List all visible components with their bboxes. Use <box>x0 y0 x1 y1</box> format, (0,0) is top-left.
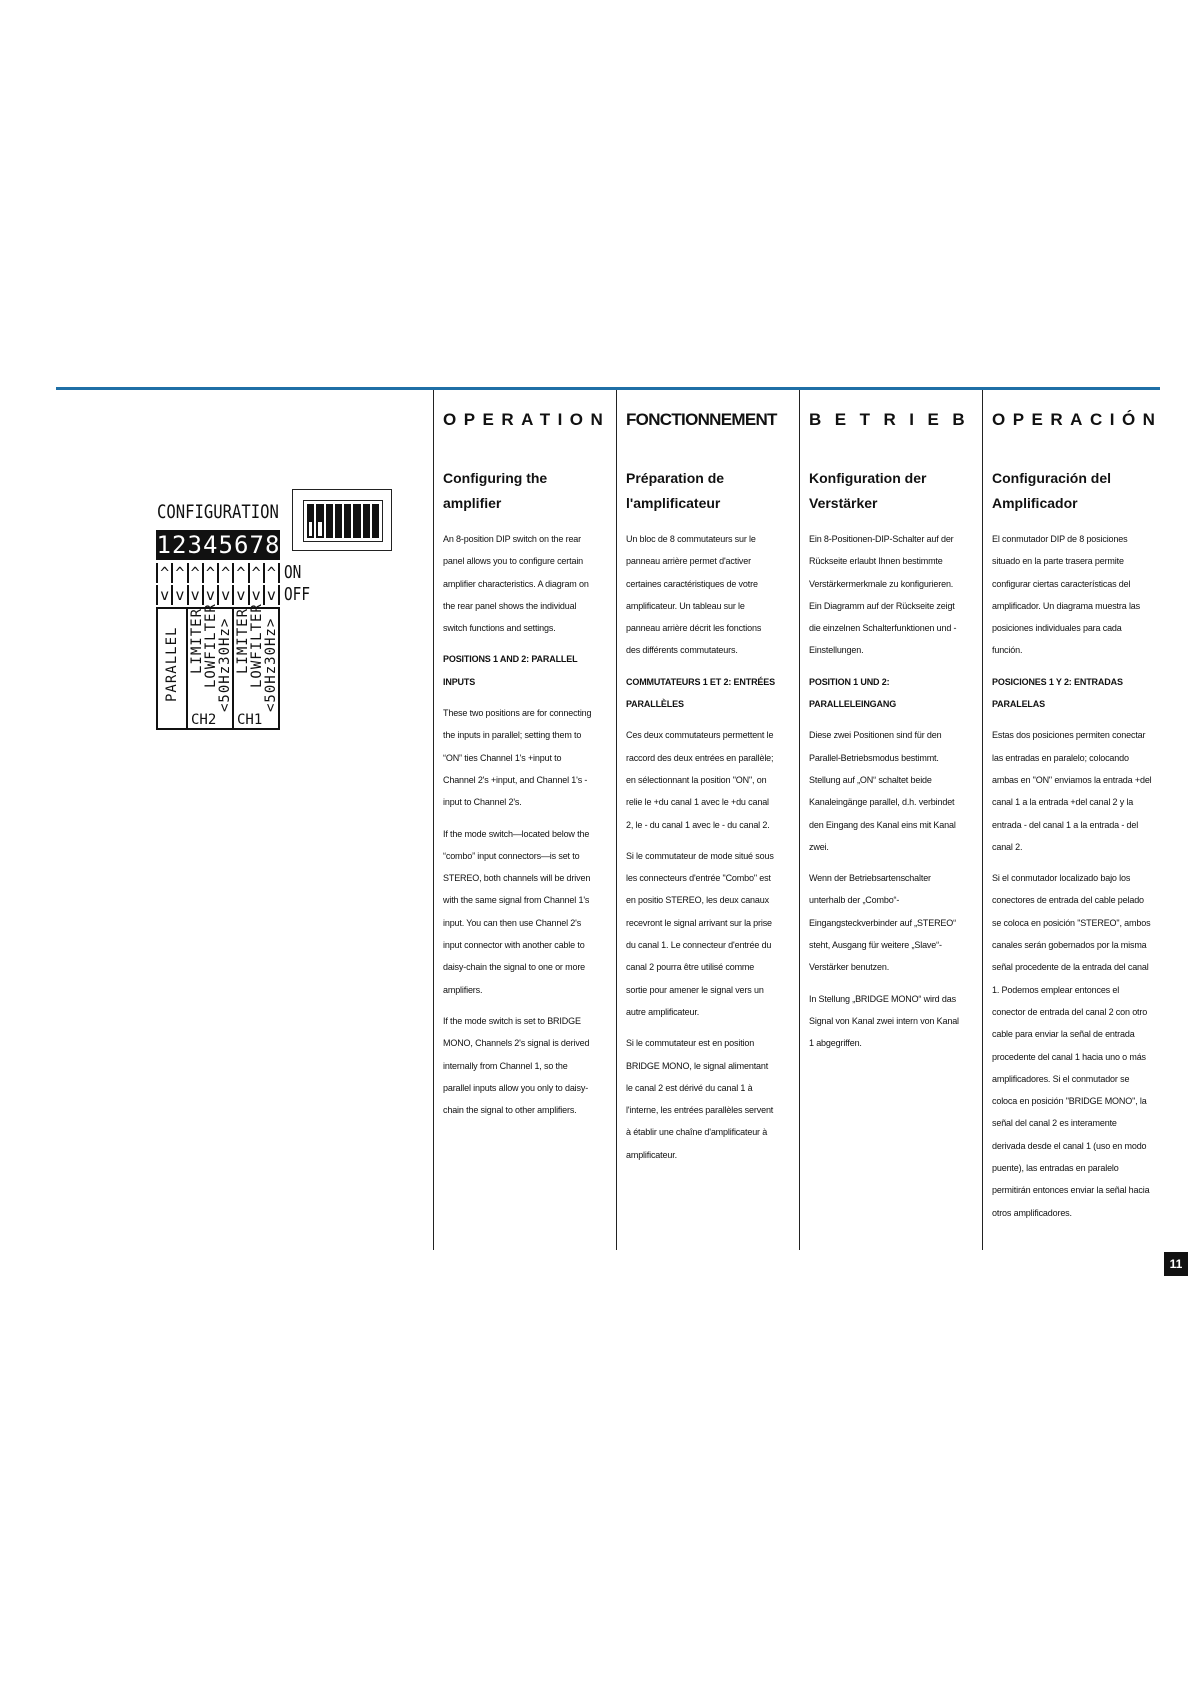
switch-number: 8 <box>265 531 280 559</box>
up-arrow-icon: ^ <box>217 563 232 583</box>
up-arrow-icon: ^ <box>232 563 247 583</box>
paragraph-heading: POSICIONES 1 Y 2: ENTRADAS PARALELAS <box>992 676 1123 710</box>
down-arrow-icon: v <box>156 585 171 605</box>
paragraph-heading: COMMUTATEURS 1 ET 2: ENTRÉES PARALLÈLES <box>626 676 775 710</box>
down-arrow-icon: v <box>232 585 247 605</box>
down-arrow-icon: v <box>171 585 186 605</box>
paragraph: El conmutador DIP de 8 posiciones situado en la parte trasera permite configurar ciertas características del amplificador. Un diagrama muestra las posiciones individuales para cada función. <box>992 534 1141 656</box>
dip-switch-8 <box>372 504 379 538</box>
switch-number: 2 <box>172 531 187 559</box>
column-heading: OPERATION <box>443 410 611 429</box>
on-label: ON <box>284 562 302 583</box>
paragraph: Si le commutateur est en position BRIDGE MONO, le signal alimentant le canal 2 est dérivé du canal 1 à l'interne, les entrées parallèles servent à établir une chaîne d'amplificateur à amplificateur. <box>626 1038 774 1160</box>
config-diagram-title: CONFIGURATION <box>157 501 279 523</box>
down-arrow-icon: v <box>217 585 232 605</box>
paragraph: These two positions are for connecting the inputs in parallel; setting them to “ON” ties Channel 1's +input to Channel 2's +input, and Channel 1's - input to Channel 2's. <box>443 708 592 808</box>
up-arrow-icon: ^ <box>248 563 263 583</box>
dip-switch-2 <box>316 504 323 538</box>
on-arrow-row <box>156 563 280 583</box>
ch2-label: CH2 <box>191 712 217 728</box>
down-arrow-icon: v <box>187 585 202 605</box>
off-arrow-row <box>156 585 280 605</box>
up-arrow-icon: ^ <box>156 563 171 583</box>
paragraph: Wenn der Betriebsartenschalter unterhalb der „Combo“-Eingangsteckverbinder auf „STEREO“ steht, Ausgang für weitere „Slave“-Verstärker benutzen. <box>809 873 956 973</box>
up-arrow-icon: ^ <box>202 563 217 583</box>
column-subheading: Préparation de l'amplificateur <box>626 470 725 511</box>
column-subheading: Configuring the amplifier <box>443 470 548 511</box>
column-heading: FONCTIONNEMENT <box>626 410 777 429</box>
paragraph: Si el conmutador localizado bajo los conectores de entrada del cable pelado se coloca en posición "STEREO", ambos canales serán gobernados por la misma señal procedente de la entrada del canal 1. Podemos emplear entonces el conector de entrada del canal 2 con otro cable para enviar la señal de entrada procedente del canal 1 hacia uno o más amplificadores. Si el conmutador se coloca en posición "BRIDGE MONO", la señal del canal 2 es interamente derivada desde el canal 1 (uso en modo puente), las entradas en paralelo permitirán entonces enviar la señal hacia otros amplificadores. <box>992 873 1151 1218</box>
ch1-hz-label: <50Hz30Hz> <box>263 617 279 712</box>
paragraph: If the mode switch is set to BRIDGE MONO, Channels 2's signal is derived internally from Channel 1, so the parallel inputs allow you only to daisy-chain the signal to other amplifiers. <box>443 1015 590 1116</box>
parallel-label: PARALLEL <box>164 626 180 702</box>
paragraph: Si le commutateur de mode situé sous les connecteurs d'entrée "Combo" est en positio STEREO, les deux canaux recevront le signal arrivant sur la prise du canal 1. Le connecteur d'entrée du canal 2 pourra être utilisé comme sortie pour amener le signal vers un autre amplificateur. <box>626 850 774 1017</box>
ch1-limiter-label: LIMITER <box>235 607 251 674</box>
column-german <box>799 390 979 1250</box>
off-label: OFF <box>284 584 311 605</box>
up-arrow-icon: ^ <box>171 563 186 583</box>
paragraph: Diese zwei Positionen sind für den Parallel-Betriebsmodus bestimmt. Stellung auf „ON“ schaltet beide Kanaleingänge parallel, d.h. verbindet den Eingang des Kanal eins mit Kanal zwei. <box>809 730 956 852</box>
down-arrow-icon: v <box>202 585 217 605</box>
paragraph: Estas dos posiciones permiten conectar las entradas en paralelo; colocando ambas en "ON" enviamos la entrada +del canal 1 a la entrada +del canal 2 y la entrada - del canal 1 a la entrada - del canal 2. <box>992 730 1152 852</box>
ch2-hz-label: <50Hz30Hz> <box>217 617 233 712</box>
page-number-badge: 11 <box>1164 1252 1188 1276</box>
ch1-label: CH1 <box>237 712 263 728</box>
ch1-lowfilter-label: LOWFILTER <box>249 603 265 688</box>
column-french <box>616 390 784 1250</box>
dip-switch-7 <box>363 504 370 538</box>
dip-switch-3 <box>326 504 333 538</box>
switch-number: 5 <box>218 531 233 559</box>
paragraph: Ein 8-Positionen-DIP-Schalter auf der Rückseite erlaubt Ihnen bestimmte Verstärkermerkmale zu konfigurieren. Ein Diagramm auf der Rückseite zeigt die einzelnen Schalterfunktionen und -Einstellungen. <box>809 534 957 656</box>
column-english <box>433 390 611 1250</box>
ch2-lowfilter-label: LOWFILTER <box>203 603 219 688</box>
up-arrow-icon: ^ <box>263 563 280 583</box>
switch-number: 6 <box>234 531 249 559</box>
switch-number-bar <box>156 530 280 560</box>
column-heading: OPERACIÓN <box>992 410 1163 429</box>
up-arrow-icon: ^ <box>187 563 202 583</box>
paragraph: An 8-position DIP switch on the rear panel allows you to configure certain amplifier characteristics. A diagram on the rear panel shows the individual switch functions and settings. <box>443 534 589 634</box>
column-spanish <box>982 390 1163 1250</box>
dip-switch-5 <box>344 504 351 538</box>
paragraph: If the mode switch—located below the “combo” input connectors—is set to STEREO, both channels will be driven with the same signal from Channel 1's input. You can then use Channel 2's input connector with another cable to daisy-chain the signal to one or more amplifiers. <box>443 828 591 995</box>
column-heading: BETRIEB <box>809 410 979 429</box>
down-arrow-icon: v <box>263 585 280 605</box>
paragraph-heading: POSITIONS 1 AND 2: PARALLEL INPUTS <box>443 654 578 687</box>
switch-number: 7 <box>249 531 264 559</box>
dip-switch-6 <box>353 504 360 538</box>
paragraph: In Stellung „BRIDGE MONO“ wird das Signal von Kanal zwei intern von Kanal 1 abgegriffen. <box>809 993 959 1049</box>
column-subheading: Configuración del Amplificador <box>992 470 1111 511</box>
dip-switch-1 <box>307 504 314 538</box>
dip-switch-bank <box>303 500 383 542</box>
switch-number: 1 <box>156 531 171 559</box>
paragraph: Un bloc de 8 commutateurs sur le panneau arrière permet d'activer certaines caractéristiques de votre amplificateur. Un tableau sur le panneau arrière décrit les fonctions des différents commutateurs. <box>626 534 762 656</box>
ch2-limiter-label: LIMITER <box>189 607 205 674</box>
down-arrow-icon: v <box>248 585 263 605</box>
paragraph-heading: POSITION 1 UND 2: PARALLELEINGANG <box>809 676 897 710</box>
switch-number: 3 <box>187 531 202 559</box>
paragraph: Ces deux commutateurs permettent le raccord des deux entrées en parallèle; en sélectionnant la position "ON", on relie le +du canal 1 avec le +du canal 2, le - du canal 1 avec le - du canal 2. <box>626 730 774 830</box>
dip-switch-4 <box>335 504 342 538</box>
switch-number: 4 <box>203 531 218 559</box>
column-subheading: Konfiguration der Verstärker <box>809 470 927 511</box>
dip-switch-illustration <box>292 489 392 551</box>
